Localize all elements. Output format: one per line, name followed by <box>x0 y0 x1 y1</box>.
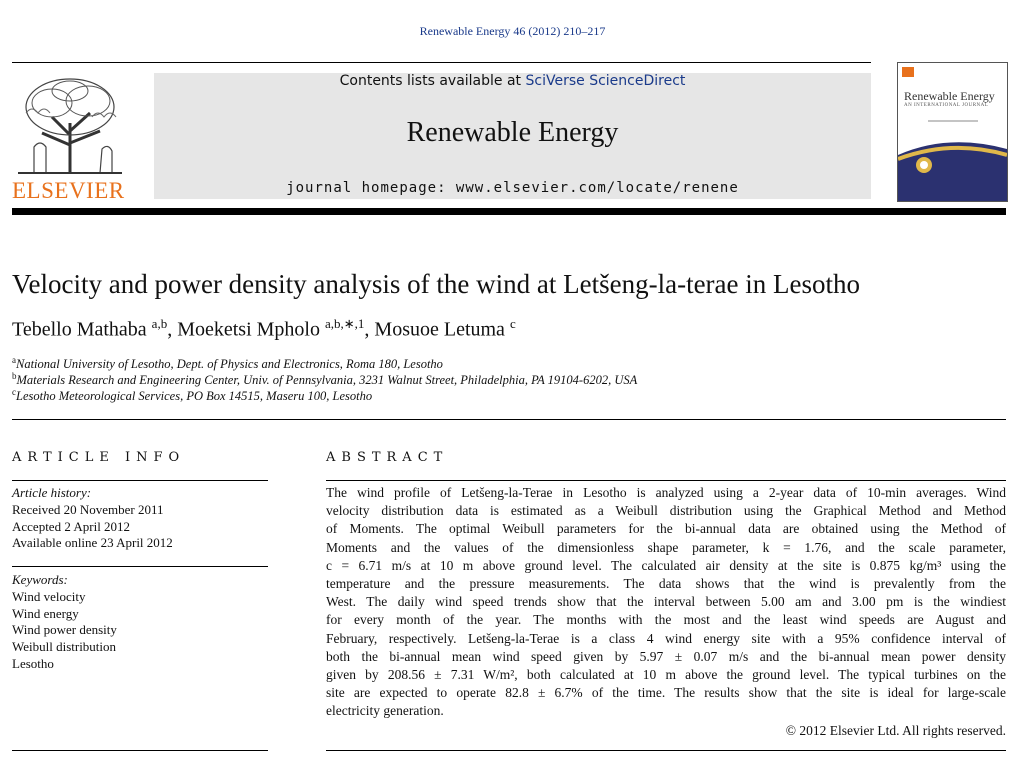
sciencedirect-link[interactable]: SciVerse ScienceDirect <box>525 73 686 89</box>
elsevier-wordmark[interactable]: ELSEVIER <box>12 178 125 203</box>
affiliation-text: Lesotho Meteorological Services, PO Box 14515, Maseru 100, Lesotho <box>16 389 373 404</box>
author-separator: , <box>364 318 375 341</box>
author-name[interactable]: Moeketsi Mpholo <box>177 318 320 341</box>
abstract-line: given by 208.56 ± 7.31 W/m², both calculated at 10 m above the ground level. The typical turbines on the <box>326 667 1006 683</box>
history-accepted: Accepted 2 April 2012 <box>12 518 131 534</box>
cover-title: Renewable Energy <box>904 89 995 103</box>
abstract-line: both the bi-annual mean wind speed given by 5.97 ± 0.07 m/s and the bi-annual mean power density <box>326 648 1006 664</box>
author-separator: , <box>167 318 178 341</box>
abstract-rule <box>326 480 1006 481</box>
contents-line <box>154 73 871 89</box>
header-thick-rule <box>12 208 1006 215</box>
section-rule <box>12 419 1006 420</box>
author-affil-mark[interactable]: a,b <box>151 316 168 331</box>
info-bottom-rule <box>12 750 268 751</box>
keyword-item[interactable]: Wind velocity <box>12 588 86 604</box>
affiliation-mark: a <box>12 355 16 365</box>
history-label: Article history: <box>12 485 92 500</box>
abstract-line: for every month of the year. The months with the most and the least wind speeds are August and <box>326 612 1006 628</box>
abstract-line: temperature and the pressure measurements. The data shows that the wind is prevalently from the <box>326 576 1006 592</box>
abstract-line: The wind profile of Letšeng-la-Terae in Lesotho is analyzed using a 2-year data of 10-min averages. Wind <box>326 485 1006 500</box>
keywords-block <box>12 572 268 673</box>
journal-homepage[interactable]: journal homepage: www.elsevier.com/locate/renene <box>286 180 739 196</box>
keywords-label: Keywords: <box>12 572 68 587</box>
cover-art-icon <box>898 63 1007 201</box>
keyword-item[interactable]: Lesotho <box>12 655 54 671</box>
article-info-rule <box>12 480 268 481</box>
abstract-text <box>326 484 1006 721</box>
affiliation-c <box>12 387 372 404</box>
elsevier-tree-icon <box>12 73 128 177</box>
affiliation-text: National University of Lesotho, Dept. of Physics and Electronics, Roma 180, Lesotho <box>16 357 443 372</box>
abstract-line: c = 6.71 m/s at 10 m above ground level. The calculated air density at the site is 0.875 kg/m³ using the <box>326 557 1006 573</box>
copyright-notice: © 2012 Elsevier Ltd. All rights reserved. <box>785 723 1006 738</box>
affiliation-mark: c <box>12 387 16 397</box>
abstract-line: of Moments. The optimal Weibull parameters for the bi-annual data are obtained using the Method of <box>326 521 1006 537</box>
keyword-item[interactable]: Wind power density <box>12 622 117 638</box>
abstract-line: West. The daily wind speed trends show that the interval between 5.00 am and 3.00 pm is the windiest <box>326 594 1006 610</box>
history-online: Available online 23 April 2012 <box>12 535 173 551</box>
affiliation-a <box>12 355 443 372</box>
author-affil-mark[interactable]: c <box>509 316 516 331</box>
article-title: Velocity and power density analysis of the wind at Letšeng-la-terae in Lesotho <box>12 269 860 299</box>
author-affil-mark[interactable]: a,b,∗,1 <box>324 316 365 331</box>
cover-subtitle: AN INTERNATIONAL JOURNAL <box>904 103 989 108</box>
author-name[interactable]: Tebello Mathaba <box>12 318 147 341</box>
author-list <box>12 316 516 342</box>
abstract-line: site are expected to operate 82.8 ± 6.7% of the time. The results show that the site is ideal for large-scale <box>326 685 1006 701</box>
keyword-item[interactable]: Wind energy <box>12 605 79 621</box>
abstract-line: velocity distribution data is estimated as a Weibull distribution using the Graphical Method and Method <box>326 503 1006 519</box>
article-history <box>12 485 268 552</box>
history-received: Received 20 November 2011 <box>12 501 164 517</box>
journal-citation[interactable]: Renewable Energy 46 (2012) 210–217 <box>419 24 606 38</box>
journal-cover[interactable] <box>897 62 1008 202</box>
contents-prefix: Contents lists available at <box>339 73 526 89</box>
author-name[interactable]: Mosuoe Letuma <box>374 318 505 341</box>
abstract-line: electricity generation. <box>326 703 444 719</box>
abstract-bottom-rule <box>326 750 1006 751</box>
abstract-heading: ABSTRACT <box>326 450 449 465</box>
affiliation-text: Materials Research and Engineering Center, Univ. of Pennsylvania, 3231 Walnut Street, Philadelphia, PA 19104-6202, USA <box>16 373 638 388</box>
abstract-line: Moments and the values of the dimensionless shape parameter, k = 1.76, and the scale parameter, <box>326 539 1006 555</box>
affiliation-mark: b <box>12 371 17 381</box>
article-info-heading: ARTICLE INFO <box>12 450 186 465</box>
abstract-line: February, respectively. Letšeng-la-Terae is a class 4 wind energy site with a 95% confidence interval of <box>326 630 1006 646</box>
journal-masthead <box>154 73 871 199</box>
keywords-rule <box>12 566 268 567</box>
journal-name: Renewable Energy <box>406 117 619 148</box>
header-rule <box>12 62 871 63</box>
affiliation-b <box>12 371 637 388</box>
keyword-item[interactable]: Weibull distribution <box>12 639 117 655</box>
